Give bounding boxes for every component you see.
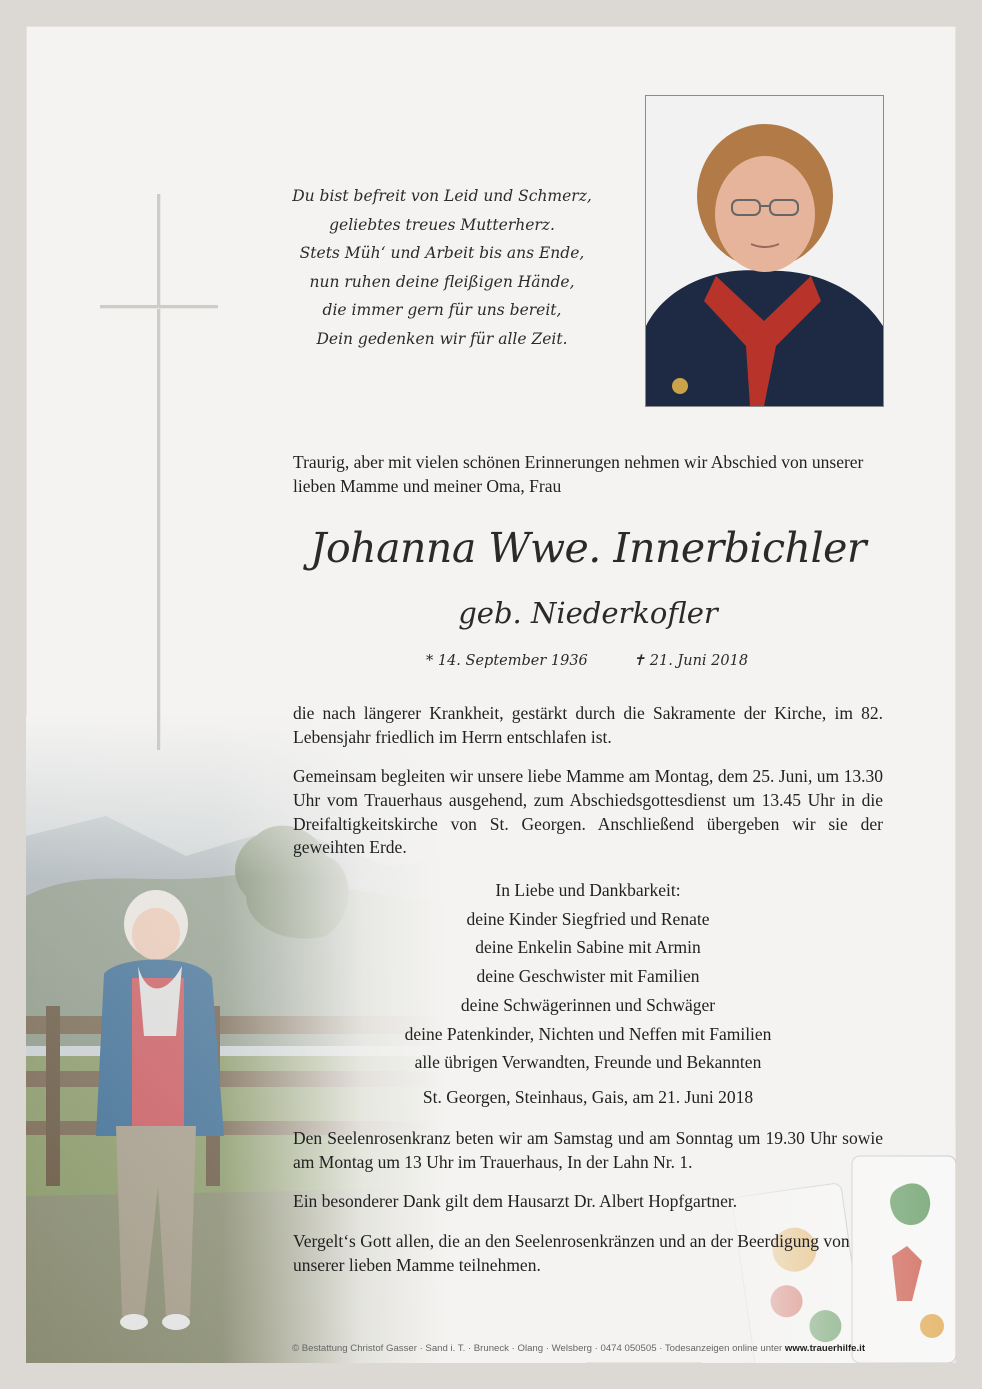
death-date: ✝ 21. Juni 2018 [633, 653, 749, 669]
footer-text: © Bestattung Christof Gasser · Sand i. T. · Bruneck · Olang · Welsberg · 0474 050505 · Todesanzeigen online unter [292, 1343, 785, 1354]
mourner-line: deine Schwägerinnen und Schwäger [460, 994, 716, 1015]
place-date: St. Georgen, Steinhaus, Gais, am 21. Juni 2018 [422, 1087, 754, 1107]
portrait-photo [645, 95, 884, 407]
paragraph-funeral: Gemeinsam begleiten wir unsere liebe Mamme am Montag, dem 25. Juni, um 13.30 Uhr vom Trauerhaus ausgehend, zum Abschiedsgottesdienst um 13.45 Uhr in die Dreifaltigkeitskirche von St. Georgen. Anschließend übergeben wir sie der geweihten Erde. [293, 766, 883, 858]
mourner-line: In Liebe und Dankbarkeit: [495, 880, 681, 900]
deceased-name: Johanna Wwe. Innerbichler [310, 524, 866, 572]
maiden-name: geb. Niederkofler [458, 596, 718, 630]
cross-icon [157, 194, 160, 750]
mourner-line: deine Enkelin Sabine mit Armin [475, 937, 701, 958]
poem [262, 182, 622, 353]
poem-line: Dein gedenken wir für alle Zeit. [316, 329, 568, 348]
cross-bar [100, 305, 218, 308]
paragraph-passing: die nach längerer Krankheit, gestärkt durch die Sakramente der Kirche, im 82. Lebensjahr friedlich im Herrn entschlafen ist. [293, 703, 883, 747]
poem-line: Stets Müh‘ und Arbeit bis ans Ende, [299, 244, 585, 262]
paragraph-rosary: Den Seelenrosenkranz beten wir am Samstag und am Sonntag um 19.30 Uhr sowie am Montag um 13 Uhr im Trauerhaus, In der Lahn Nr. 1. [293, 1128, 883, 1172]
poem-line: nun ruhen deine fleißigen Hände, [309, 272, 575, 291]
mourner-line: deine Kinder Siegfried und Renate [466, 908, 710, 929]
mourner-line: deine Geschwister mit Familien [476, 966, 700, 987]
mourner-line: deine Patenkinder, Nichten und Neffen mit Familien [404, 1023, 772, 1044]
birth-date: * 14. September 1936 [426, 653, 588, 669]
poem-line: Du bist befreit von Leid und Schmerz, [292, 187, 592, 205]
paragraph-thanks: Ein besonderer Dank gilt dem Hausarzt Dr. Albert Hopfgartner. [293, 1191, 738, 1211]
intro-text: Traurig, aber mit vielen schönen Erinnerungen nehmen wir Abschied von unserer lieben Mamme und meiner Oma, Frau [293, 452, 864, 496]
obituary-card [26, 26, 956, 1363]
poem-line: geliebtes treues Mutterherz. [329, 215, 555, 234]
mourner-line: alle übrigen Verwandten, Freunde und Bekannten [414, 1052, 762, 1073]
paragraph-gratitude: Vergelt‘s Gott allen, die an den Seelenrosenkränzen und an der Beerdigung von unserer lieben Mamme teilnehmen. [293, 1231, 850, 1275]
footer-link[interactable]: www.trauerhilfe.it [784, 1343, 866, 1354]
poem-line: die immer gern für uns bereit, [322, 301, 562, 319]
mourners-list [293, 876, 883, 1077]
footer [292, 1343, 952, 1354]
